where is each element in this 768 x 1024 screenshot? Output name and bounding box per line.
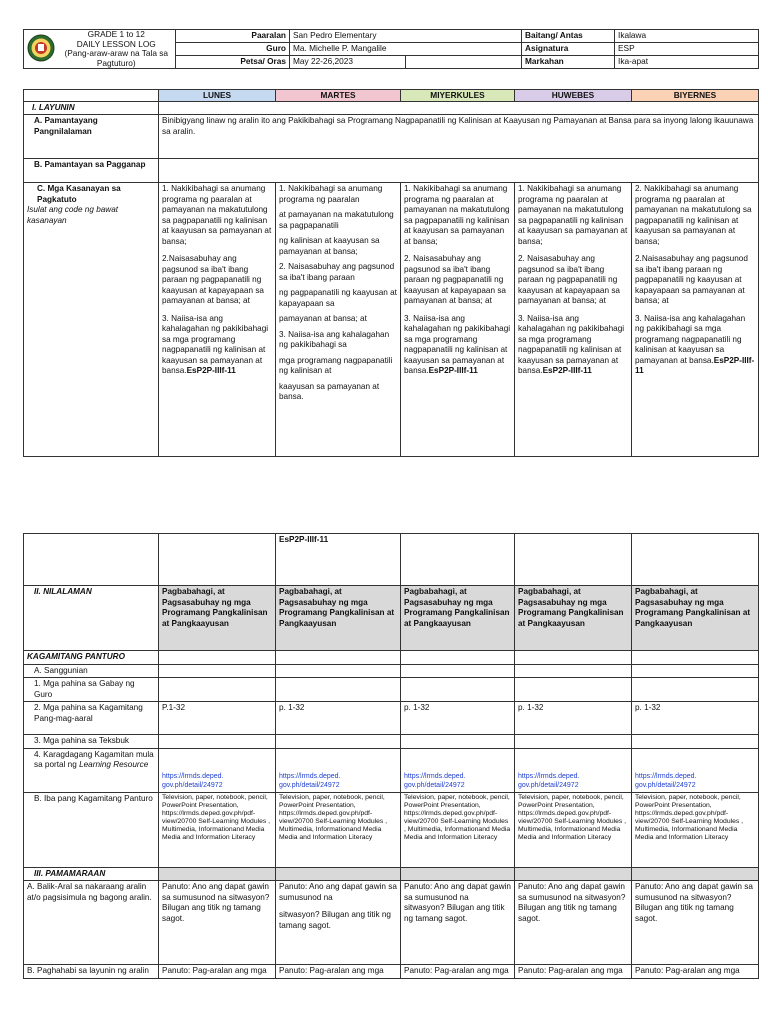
grade-label: Baitang/ Antas <box>522 30 615 43</box>
kasanayan-biyernes: 2. Nakikibahagi sa anumang programa ng paaralan at pamayanan na makatutulong sa pagpapanatili ng kalinisan at kaayusan sa pamayanan at bansa; 2.Naisasabuhay ang pagsunod sa iba't ibang paraan ng pagpapanatili ng kaayusan at kapayapaan sa pamayanan at bansa; at 3. Naiisa-isa ang kahalagahan ng pakikibahagi sa mga programang nagpapanatili ng kalinisan at kaayusan sa pamayanan at bansa.EsP2P-IIIf-11 <box>632 183 759 457</box>
seal-icon <box>27 34 55 62</box>
kasanayan-miyerkules: 1. Nakikibahagi sa anumang programa ng paaralan at pamayanan na makatutulong sa pagpapanatili ng kalinisan at kaayusan sa pamayanan at bansa; 2. Naisasabuhay ang pagsunod sa iba't ibang paraan ng pagpapanatili ng kaayusan at kapayapaan sa pamayanan at bansa; at 3. Naiisa-isa ang kahalagahan ng pakikibahagi sa mga programang nagpapanatili ng kalinisan at kaayusan sa pamayanan at bansa.EsP2P-IIIf-11 <box>401 183 515 457</box>
nilalaman-huwebes: Pagbabahagi, at Pagsasabuhay ng mga Programang Pangkalinisan at Pangkaayusan <box>515 586 632 651</box>
pamantayang-pangnilalaman-label: A. Pamantayang Pangnilalaman <box>24 115 159 159</box>
kasanayan-lunes: 1. Nakikibahagi sa anumang programa ng paaralan at pamayanan na makatutulong sa pagpapanatili ng kalinisan at kaayusan sa pamayanan at bansa; 2.Naisasabuhay ang pagsunod sa iba't ibang paraan ng pagpapanatili ng kaayusan at kapayapaan sa pamayanan at bansa; at 3. Naiisa-isa ang kahalagahan ng pakikibahagi sa mga programang nagpapanatili ng kalinisan at kaayusan sa pamayanan at bansa.EsP2P-IIIf-11 <box>159 183 276 457</box>
pahina-miyerkules: p. 1-32 <box>401 702 515 735</box>
iba-pang-kagamitan-martes: Television, paper, notebook, pencil, PowerPoint Presentation, https://lrmds.deped.gov.ph/pdf-view/20700 Self-Learning Modules , Multimedia, Informationand Media Media and Information Literacy <box>276 792 401 867</box>
nilalaman-martes: Pagbabahagi, at Pagsasabuhay ng mga Programang Pangkalinisan at Pangkaayusan <box>276 586 401 651</box>
pahina-lunes: P.1-32 <box>159 702 276 735</box>
paghahabi-miyerkules: Panuto: Pag-aralan ang mga <box>401 965 515 979</box>
balik-aral-biyernes: Panuto: Ano ang dapat gawin sa sumusunod na sitwasyon? Bilugan ang titik ng tamang sagot. <box>632 881 759 965</box>
teacher-value: Ma. Michelle P. Mangalile <box>290 43 522 56</box>
pamantayan-pagganap-label: B. Pamantayan sa Pagganap <box>24 159 159 183</box>
code-continued: EsP2P-IIIf-11 <box>276 534 401 586</box>
gabay-guro-label: 1. Mga pahina sa Gabay ng Guro <box>24 678 159 702</box>
iba-pang-kagamitan-lunes: Television, paper, notebook, pencil, PowerPoint Presentation, https://lrmds.deped.gov.ph/pdf-view/20700 Self-Learning Modules , Multimedia, Informationand Media Media and Information Literacy <box>159 792 276 867</box>
paghahabi-lunes: Panuto: Pag-aralan ang mga <box>159 965 276 979</box>
karagdagang-kagamitan-label-cell <box>24 748 159 792</box>
pahina-martes: p. 1-32 <box>276 702 401 735</box>
kagamitang-mag-aaral-label: 2. Mga pahina sa Kagamitang Pang-mag-aaral <box>24 702 159 735</box>
balik-aral-huwebes: Panuto: Ano ang dapat gawin sa sumusunod na sitwasyon? Bilugan ang titik ng tamang sagot. <box>515 881 632 965</box>
dll-subtitle: (Pang-araw-araw na Tala sa Pagtuturo) <box>64 48 169 68</box>
karagdagang-kagamitan-label: 4. Karagdagang Kagamitan mula sa portal ng <box>34 749 154 769</box>
lr-link-miyerkules[interactable]: https://lrmds.deped. gov.ph/detail/24972 <box>404 773 466 789</box>
kasanayan-label: C. Mga Kasanayan sa Pagkatuto <box>37 184 121 204</box>
section-layunin: I. LAYUNIN <box>24 101 159 115</box>
pahina-biyernes: p. 1-32 <box>632 702 759 735</box>
quarter-label: Markahan <box>522 56 615 69</box>
paghahabi-martes: Panuto: Pag-aralan ang mga <box>276 965 401 979</box>
grade-range: GRADE 1 to 12 <box>87 29 145 39</box>
paghahabi-biyernes: Panuto: Pag-aralan ang mga <box>632 965 759 979</box>
section-pamamaraan: III. PAMAMARAAN <box>24 867 159 881</box>
teksbuk-label: 3. Mga pahina sa Teksbuk <box>24 735 159 749</box>
corner-cell <box>24 90 159 102</box>
day-header-miyerkules: MIYERKULES <box>401 90 515 102</box>
kasanayan-note: Isulat ang code ng bawat kasanayan <box>27 205 119 225</box>
date-label: Petsa/ Oras <box>176 56 290 69</box>
balik-aral-label: A. Balik-Aral sa nakaraang aralin at/o pagsisimula ng bagong aralin. <box>24 881 159 965</box>
grade-value: Ikalawa <box>615 30 759 43</box>
date-empty <box>406 56 522 69</box>
kasanayan-label-cell <box>24 183 159 457</box>
nilalaman-lunes: Pagbabahagi, at Pagsasabuhay ng mga Programang Pangkalinisan at Pangkaayusan <box>159 586 276 651</box>
learning-resource-label: Learning Resource <box>79 760 149 769</box>
kasanayan-martes: 1. Nakikibahagi sa anumang programa ng paaralan at pamayanan na makatutulong sa pagpapanatili ng kalinisan at kaayusan sa pamayanan at bansa; 2. Naisasabuhay ang pagsunod sa iba't ibang paraan ng pagpapanatili ng kaayusan at kapayapaan sa pamayanan at bansa; at 3. Naiisa-isa ang kahalagahan ng pakikibahagi sa mga programang nagpapanatili ng kalinisan at kaayusan sa pamayanan at bansa. <box>276 183 401 457</box>
paghahabi-label: B. Paghahabi sa layunin ng aralin <box>24 965 159 979</box>
paghahabi-huwebes: Panuto: Pag-aralan ang mga <box>515 965 632 979</box>
section-nilalaman: II. NILALAMAN <box>24 586 159 651</box>
lr-link-huwebes[interactable]: https://lrmds.deped. gov.ph/detail/24972 <box>518 773 580 789</box>
date-value: May 22-26,2023 <box>290 56 406 69</box>
dll-title: DAILY LESSON LOG <box>76 38 156 49</box>
day-header-lunes: LUNES <box>159 90 276 102</box>
code-label: EsP2P-IIIf-11 <box>186 366 236 376</box>
sanggunian-label: A. Sanggunian <box>24 664 159 678</box>
day-header-huwebes: HUWEBES <box>515 90 632 102</box>
day-header-martes: MARTES <box>276 90 401 102</box>
pahina-huwebes: p. 1-32 <box>515 702 632 735</box>
main-table-continued <box>23 533 759 979</box>
iba-pang-kagamitan-label: B. Iba pang Kagamitang Panturo <box>24 792 159 867</box>
kasanayan-huwebes: 1. Nakikibahagi sa anumang programa ng paaralan at pamayanan na makatutulong sa pagpapanatili ng kalinisan at kaayusan sa pamayanan at bansa; 2. Naisasabuhay ang pagsunod sa iba't ibang paraan ng pagpapanatili ng kaayusan at kapayapaan sa pamayanan at bansa; at 3. Naiisa-isa ang kahalagahan ng pakikibahagi sa mga programang nagpapanatili ng kalinisan at kaayusan sa pamayanan at bansa.EsP2P-IIIf-11 <box>515 183 632 457</box>
nilalaman-biyernes: Pagbabahagi, at Pagsasabuhay ng mga Programang Pangkalinisan at Pangkaayusan <box>632 586 759 651</box>
main-table <box>23 89 759 457</box>
quarter-value: Ika-apat <box>615 56 759 69</box>
lr-link-lunes[interactable]: https://lrmds.deped. gov.ph/detail/24972 <box>162 773 224 789</box>
iba-pang-kagamitan-miyerkules: Television, paper, notebook, pencil, PowerPoint Presentation, https://lrmds.deped.gov.ph/pdf-view/20700 Self-Learning Modules , Multimedia, Informationand Media Media and Information Literacy <box>401 792 515 867</box>
subject-value: ESP <box>615 43 759 56</box>
school-label: Paaralan <box>176 30 290 43</box>
teacher-label: Guro <box>176 43 290 56</box>
iba-pang-kagamitan-biyernes: Television, paper, notebook, pencil, PowerPoint Presentation, https://lrmds.deped.gov.ph/pdf-view/20700 Self-Learning Modules , Multimedia, Informationand Media Media and Information Literacy <box>632 792 759 867</box>
subject-label: Asignatura <box>522 43 615 56</box>
iba-pang-kagamitan-huwebes: Television, paper, notebook, pencil, PowerPoint Presentation, https://lrmds.deped.gov.ph/pdf-view/20700 Self-Learning Modules , Multimedia, Informationand Media Media and Information Literacy <box>515 792 632 867</box>
lr-link-martes[interactable]: https://lrmds.deped. gov.ph/detail/24972 <box>279 773 341 789</box>
header-table <box>23 29 759 69</box>
balik-aral-miyerkules: Panuto: Ano ang dapat gawin sa sumusunod na sitwasyon? Bilugan ang titik ng tamang sagot. <box>401 881 515 965</box>
section-kagamitang-panturo: KAGAMITANG PANTURO <box>24 651 159 665</box>
school-value: San Pedro Elementary <box>290 30 522 43</box>
nilalaman-miyerkules: Pagbabahagi, at Pagsasabuhay ng mga Programang Pangkalinisan at Pangkaayusan <box>401 586 515 651</box>
lr-link-biyernes[interactable]: https://lrmds.deped. gov.ph/detail/24972 <box>635 773 697 789</box>
deped-logo <box>24 30 58 69</box>
pamantayang-pangnilalaman-text: Binibigyang linaw ng aralin ito ang Pakikibahagi sa Programang Nagpapanatili ng Kalinisan at Kaayusan ng Pamayanan at Bansa para sa inyong lalong ikauunawa sa aralin. <box>159 115 759 159</box>
day-header-biyernes: BIYERNES <box>632 90 759 102</box>
balik-aral-lunes: Panuto: Ano ang dapat gawin sa sumusunod na sitwasyon? Bilugan ang titik ng tamang sagot. <box>159 881 276 965</box>
balik-aral-martes: Panuto: Ano ang dapat gawin sa sumusunod na sitwasyon? Bilugan ang titik ng tamang sagot. <box>276 881 401 965</box>
log-title <box>58 30 176 69</box>
